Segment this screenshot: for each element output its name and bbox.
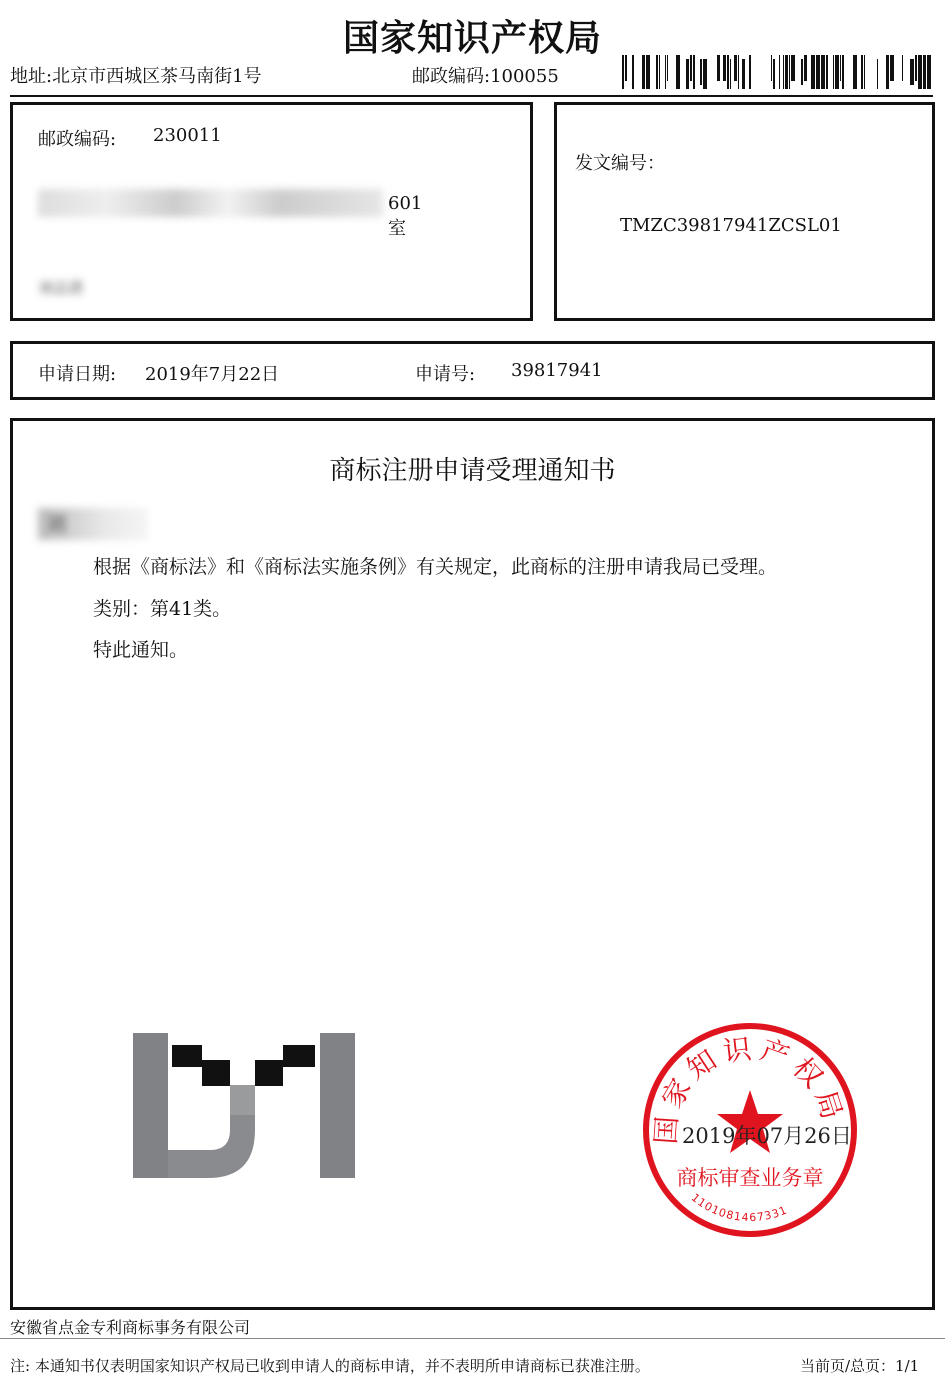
barcode-bar bbox=[785, 55, 788, 89]
application-number-label: 申请号: bbox=[415, 364, 476, 385]
barcode-bar bbox=[779, 55, 780, 89]
barcode-bar bbox=[840, 55, 841, 81]
barcode-bar bbox=[861, 55, 863, 89]
application-date-label: 申请日期: bbox=[38, 364, 117, 385]
recipient-name: 刘志清 bbox=[38, 279, 84, 297]
application-number: 39817941 bbox=[511, 360, 603, 381]
barcode-bar bbox=[646, 55, 650, 89]
recipient-address bbox=[38, 185, 428, 239]
seal-code-text: 1101081467331 bbox=[688, 1190, 790, 1225]
barcode-bar bbox=[835, 55, 839, 89]
barcode bbox=[622, 55, 932, 89]
office-address: 地址:北京市西城区茶马南街1号 bbox=[10, 66, 262, 87]
barcode-bar bbox=[811, 55, 815, 89]
recipient-box bbox=[10, 102, 533, 321]
header-divider bbox=[10, 95, 933, 97]
barcode-bar bbox=[730, 59, 731, 89]
notice-line-2: 类别：第41类。 bbox=[93, 598, 232, 620]
barcode-bar bbox=[877, 59, 878, 89]
recipient-postcode: 230011 bbox=[153, 125, 222, 146]
barcode-bar bbox=[816, 55, 820, 89]
barcode-bar bbox=[918, 55, 922, 89]
application-box bbox=[10, 341, 935, 400]
barcode-bar bbox=[886, 55, 889, 89]
notice-title: 商标注册申请受理通知书 bbox=[329, 456, 616, 486]
footer-divider bbox=[0, 1338, 945, 1339]
barcode-bar bbox=[700, 59, 702, 85]
seal-date: 2019年07月26日 bbox=[682, 1124, 852, 1148]
barcode-bar bbox=[864, 55, 865, 89]
recipient-postcode-label: 邮政编码: bbox=[38, 129, 117, 150]
office-title: 国家知识产权局 bbox=[342, 17, 602, 59]
barcode-bar bbox=[801, 59, 803, 85]
barcode-bar bbox=[625, 55, 627, 81]
barcode-bar bbox=[927, 55, 931, 89]
barcode-bar bbox=[773, 59, 775, 89]
barcode-bar bbox=[686, 59, 689, 89]
seal-dept-text: 商标审查业务章 bbox=[676, 1166, 824, 1190]
page-indicator: 当前页/总页：1/1 bbox=[800, 1357, 920, 1375]
barcode-bar bbox=[890, 55, 894, 81]
barcode-bar bbox=[771, 55, 772, 81]
footnote: 注: 本通知书仅表明国家知识产权局已收到申请人的商标申请，并不表明所申请商标已获准注册。 bbox=[10, 1357, 650, 1375]
redacted-addressee bbox=[38, 508, 148, 540]
barcode-bar bbox=[826, 55, 828, 89]
barcode-bar bbox=[821, 55, 825, 89]
barcode-bar bbox=[791, 55, 795, 81]
barcode-bar bbox=[923, 55, 926, 89]
barcode-bar bbox=[910, 59, 914, 85]
barcode-bar bbox=[667, 55, 668, 81]
doc-number-label: 发文编号： bbox=[575, 153, 665, 174]
doc-number: TMZC39817941ZCSL01 bbox=[620, 215, 842, 236]
redacted-address bbox=[38, 189, 383, 217]
barcode-bar bbox=[622, 55, 624, 89]
addressee-name: 刘 bbox=[46, 512, 66, 536]
barcode-bar bbox=[723, 55, 726, 81]
barcode-bar bbox=[749, 55, 751, 89]
agency-name: 安徽省点金专利商标事务有限公司 bbox=[10, 1318, 251, 1337]
barcode-bar bbox=[659, 55, 660, 89]
barcode-bar bbox=[789, 55, 790, 89]
barcode-bar bbox=[902, 55, 903, 81]
barcode-bar bbox=[693, 55, 695, 89]
trademark-logo bbox=[130, 1030, 358, 1180]
barcode-bar bbox=[842, 55, 844, 89]
barcode-bar bbox=[727, 55, 729, 89]
barcode-bar bbox=[690, 55, 692, 81]
barcode-bar bbox=[665, 55, 666, 89]
barcode-bar bbox=[676, 55, 680, 89]
barcode-bar bbox=[915, 55, 917, 81]
notice-line-1: 根据《商标法》和《商标法实施条例》有关规定，此商标的注册申请我局已受理。 bbox=[93, 556, 778, 578]
barcode-bar bbox=[632, 55, 634, 89]
barcode-bar bbox=[738, 55, 739, 89]
barcode-bar bbox=[742, 59, 745, 89]
barcode-bar bbox=[642, 55, 645, 89]
barcode-bar bbox=[703, 59, 707, 89]
barcode-bar bbox=[853, 55, 857, 89]
barcode-bar bbox=[833, 55, 834, 89]
barcode-bar bbox=[804, 55, 807, 81]
barcode-bar bbox=[734, 55, 737, 81]
address-room: 601室 bbox=[388, 193, 423, 239]
barcode-bar bbox=[783, 55, 784, 89]
doc-number-box bbox=[554, 102, 935, 321]
application-date: 2019年7月22日 bbox=[145, 364, 280, 385]
barcode-bar bbox=[656, 55, 658, 89]
notice-line-3: 特此通知。 bbox=[93, 639, 189, 661]
seal-org-text: 国家知识产权局 bbox=[649, 1031, 851, 1146]
barcode-bar bbox=[717, 55, 720, 81]
office-postcode: 邮政编码:100055 bbox=[412, 66, 559, 87]
